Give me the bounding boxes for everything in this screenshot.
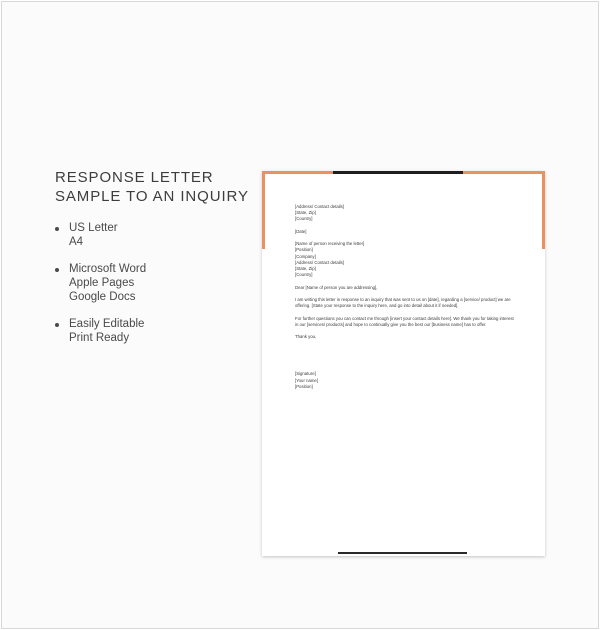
accent-border-top-right bbox=[463, 171, 545, 174]
template-title bbox=[55, 168, 249, 206]
feature-list bbox=[55, 221, 146, 358]
feature-group-apps bbox=[55, 262, 146, 304]
feature-group-formats bbox=[55, 221, 146, 249]
sender-address-line: [State, Zip] bbox=[295, 210, 316, 216]
recipient-line: [Address/ Contact details] bbox=[295, 259, 344, 265]
letter-body bbox=[295, 204, 515, 390]
feature-item: Google Docs bbox=[69, 291, 136, 303]
letter-closing: Thank you, bbox=[295, 334, 317, 340]
recipient-line: [State, Zip] bbox=[295, 266, 316, 271]
letter-preview[interactable] bbox=[262, 171, 545, 556]
feature-item: A4 bbox=[69, 236, 84, 248]
signature-line: [Position] bbox=[295, 383, 313, 389]
letter-salutation: Dear [Name of person you are addressing], bbox=[295, 284, 378, 290]
accent-border-left bbox=[262, 171, 265, 249]
feature-item: Microsoft Word bbox=[69, 263, 147, 275]
bullet-icon bbox=[55, 227, 59, 231]
bullet-icon bbox=[55, 323, 59, 327]
bullet-icon bbox=[55, 268, 59, 272]
footer-bar bbox=[338, 552, 467, 554]
letter-paragraph: For further questions you can contact me through [insert your contact details here]. We thank you for taking interest in our [services/ products] and hope to continually give you the best our [business name] has to offer. bbox=[295, 315, 514, 327]
letter-date: [Date] bbox=[295, 228, 307, 234]
feature-item: Apple Pages bbox=[69, 277, 135, 289]
feature-item: Print Ready bbox=[69, 332, 130, 344]
recipient-line: [Company] bbox=[295, 253, 316, 259]
signature-line: [Your name] bbox=[295, 377, 319, 383]
feature-item: Easily Editable bbox=[69, 318, 145, 330]
sender-address-line: [Country] bbox=[295, 216, 313, 222]
feature-item: US Letter bbox=[69, 222, 118, 234]
letter-paragraph: I am writing this letter in response to an inquiry that was sent to us on [date], regarding a [service/ product] we are offering. [State your response to the inquiry here, and go into detail about it if needed]. bbox=[295, 296, 511, 309]
recipient-line: [Country] bbox=[295, 272, 313, 278]
recipient-line: [Name of person receiving the letter] bbox=[295, 241, 365, 247]
signature-line: [Signature] bbox=[295, 371, 316, 377]
accent-border-right bbox=[542, 171, 545, 249]
title-line-2: SAMPLE TO AN INQUIRY bbox=[55, 188, 249, 205]
title-line-1: RESPONSE LETTER bbox=[55, 169, 214, 186]
recipient-line: [Position] bbox=[295, 247, 313, 253]
accent-border-top-left bbox=[262, 171, 333, 174]
header-bar bbox=[333, 171, 463, 174]
feature-group-editing bbox=[55, 317, 146, 345]
sender-address-line: [Address/ Contact details] bbox=[295, 204, 344, 209]
